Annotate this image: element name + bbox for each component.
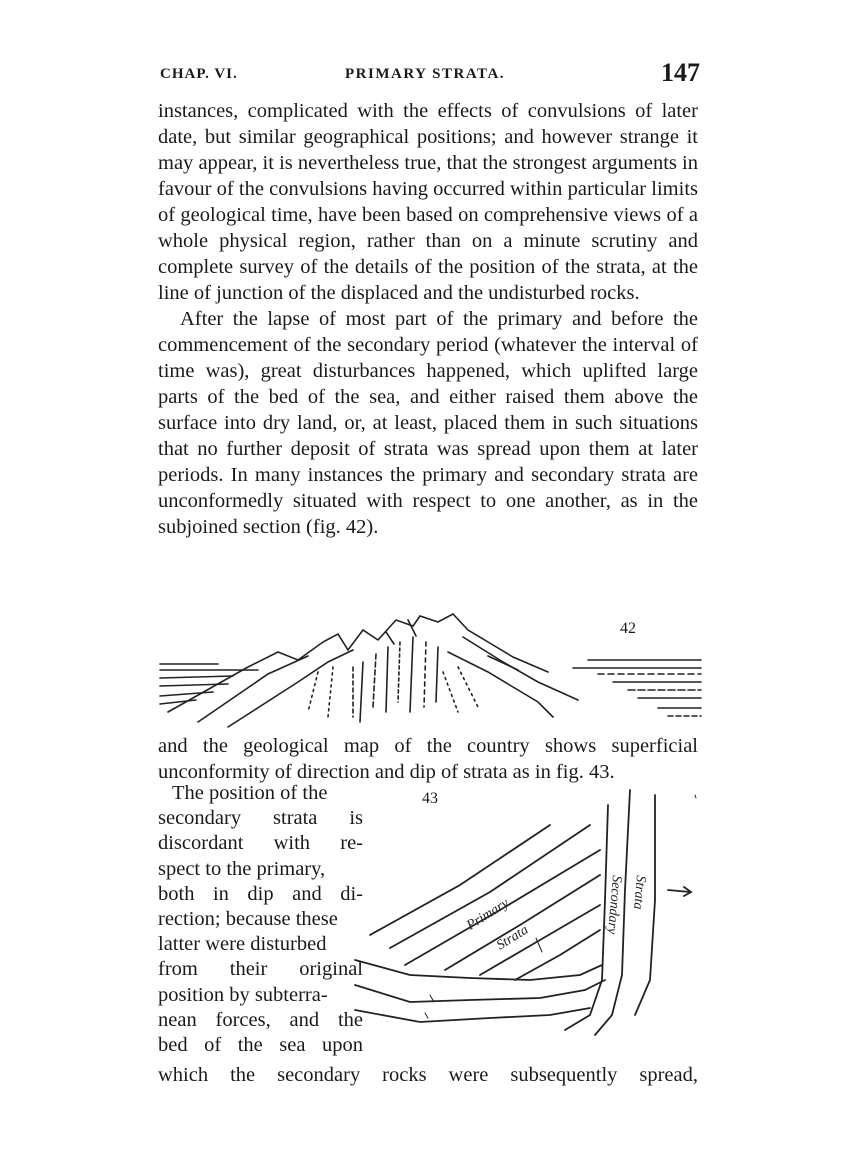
text-line: latter were disturbed (158, 933, 327, 956)
paragraph: and the geological map of the country shows superficial unconformity of direction and dip of strata as in fig. 43. (158, 735, 698, 783)
fig43-label-secondary-strata: Strata (630, 874, 648, 911)
text-line: bed of the sea upon (158, 1034, 363, 1057)
wrapped-paragraph (158, 781, 363, 1058)
fig43-label-secondary: Secondary (603, 874, 624, 935)
figure-42-number: 42 (620, 620, 636, 637)
text-line: spect to the primary, (158, 857, 326, 880)
main-text (158, 98, 698, 540)
paragraph: After the lapse of most part of the primary and before the commencement of the secondary period (whatever the interval of time was), great disturbances happened, which uplifted large parts of the bed of the sea, and either raised them above the surface into dry land, or, at least, placed them in such situations that no further deposit of strata was spread upon them at later periods. In many instances the primary and secondary strata are unconformedly situated with respect to one another, as in the subjoined section (fig. 42). (158, 308, 698, 538)
running-header (160, 58, 700, 92)
running-title: PRIMARY STRATA. (345, 66, 506, 82)
text-line: secondary strata is (158, 807, 363, 830)
page-number: 147 (661, 58, 700, 87)
figure-43-map (350, 780, 700, 1055)
text-line: which the secondary rocks were subsequently spread, (158, 1064, 698, 1086)
text-line: The position of the (172, 782, 328, 804)
text-line: nean forces, and the (158, 1008, 363, 1031)
chapter-label: CHAP. VI. (160, 66, 238, 82)
caption-paragraph (158, 733, 698, 785)
text-line: rection; because these (158, 908, 338, 931)
fig43-label-primary: Primary (464, 895, 512, 934)
figure-43-number: 43 (422, 790, 438, 807)
text-line: from their original (158, 958, 363, 981)
paragraph: instances, complicated with the effects of convulsions of later date, but similar geographical positions; and however strange it may appear, it is nevertheless true, that the strongest arguments in favour of the convulsions having occurred within particular limits of geological time, have been based on comprehensive views of a whole physical region, rather than on a minute scrutiny and complete survey of the details of the position of the strata, at the line of junction of the displaced and the undisturbed rocks. (158, 100, 698, 304)
text-line: position by subterra- (158, 983, 328, 1006)
fig43-label-primary-strata: Strata (494, 922, 532, 954)
text-line: discordant with re- (158, 832, 363, 855)
text-line: both in dip and di- (158, 882, 363, 905)
